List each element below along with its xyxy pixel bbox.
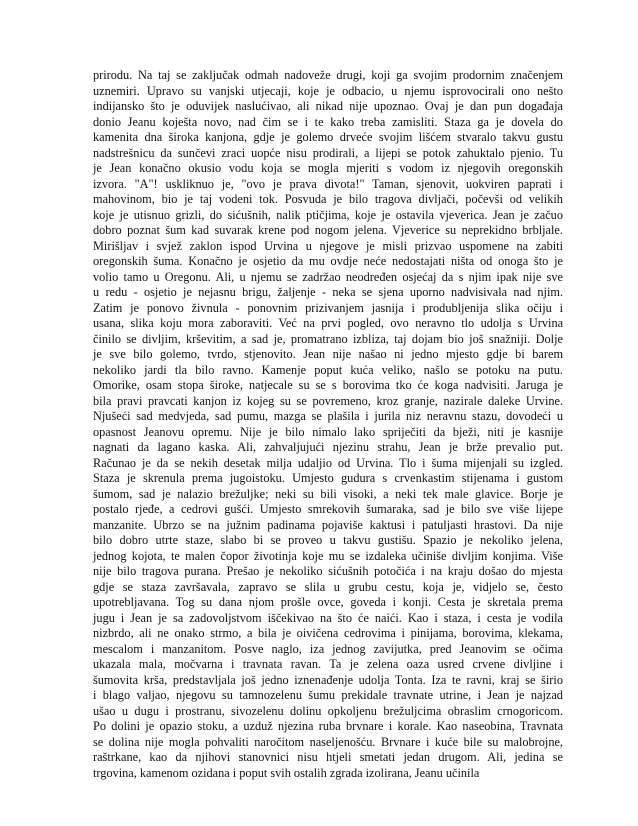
text-line: bilo dobro utrte staze, slabo bi se proveo u takvu gustišu. Spazio je nekoliko jelena, [93, 533, 563, 547]
text-line: šumom, sad je nalazio brežuljke; neki su bili visoki, a neki tek male glavice. Borje je [93, 486, 563, 501]
text-line: Računao je da se nekih desetak milja udaljio od Urvina. Tlo i šuma mijenjali su izgled. [93, 455, 564, 470]
text-line: je Jean konačno okusio vodu koja se mogla mjeriti s vodom iz njegovih oregonskih [93, 161, 563, 175]
text-line: u redu - osjetio je nejasnu brigu, žaljenje - neka se sjena uporno nadvisivala nad njim. [93, 285, 564, 299]
text-line: mescalom i manzanitom. Posve naglo, iza jednog zavijutka, pred Jeanovim se očima [93, 641, 563, 656]
text-line: Po dolini je opazio stoku, a uzduž njezina ruba brvnare i korale. Kao naseobina, Travnata [93, 719, 564, 733]
text-line: gdje se staza završavala, zapravo se slila u grubu cestu, koja je, vidjelo se, često [93, 579, 563, 594]
text-line: ukazala mala, močvarna i travnata ravan. Ta je zelena oaza usred crvene divljine i [93, 657, 563, 671]
text-line: i blago valjao, njegovu su tamnozelenu šumu prekidale travnate utrine, i Jean je najzad [93, 688, 563, 702]
text-line: uznemiri. Upravo su vanjski utjecaji, koje je odbacio, u njemu isprovocirali ono nešto [93, 83, 563, 98]
text-line: nije bilo tragova purana. Prešao je nekoliko sićušnih potočića i na kraju došao do mjesta [93, 564, 564, 578]
text-line: Zatim je ponovo živnula - ponovnim prizivanjem jasnija i produbljenija slika očiju i [93, 300, 563, 315]
text-line: raštrkane, kao da njihovi stanovnici nisu htjeli smetati jedan drugom. Ali, jedina se [93, 750, 563, 764]
text-line: nizbrdo, ali ne onako strmo, a bila je oivičena cedrovima i pinijama, borovima, klekama, [93, 626, 563, 640]
text-line: činilo se divljim, krševitim, a sad je, promatrano izbliza, taj dojam bio još snažniji. Dolje [93, 331, 563, 346]
text-line: nagnati da lagano kaska. Ali, zahvaljujući njezinu strahu, Jean je brže prevalio put. [93, 440, 564, 454]
text-line: nadstrešnicu da sunčevi zraci uopće nisu prodirali, a lijepi se potok zahuktalo pjenio. Tu [93, 145, 564, 160]
text-line: postalo rjeđe, a cedrovi gušći. Umjesto smrekovih šumaraka, sad je bilo sve više lijepe [93, 502, 563, 516]
text-line: usana, slika koju mora zaboraviti. Već na prvi pogled, ovo neravno tlo udolja s Urvina [93, 316, 564, 330]
text-line: dobro poznat šum kad suvarak krene pod nogom jelena. Vjeverice su neprekidno brbljale. [93, 223, 563, 237]
text-line: indijansko što je oduvijek naslućivao, ali nikad nije upoznao. Ovaj je dan pun događaja [93, 99, 563, 113]
text-line: Staza je skrenula prema jugoistoku. Umjesto gudura s crvenkastim stijenama i gustom [93, 471, 564, 485]
text-line: nekoliko jardi tla bilo ravno. Kamenje poput kuća veliko, našlo se potoku na putu. [93, 362, 563, 377]
text-line: mahovinom, bio je taj vodeni tok. Posvuda je bilo tragova divljači, počevši od velikih [93, 192, 563, 206]
text-line: je sve bilo golemo, tvrdo, stjenovito. Jean nije našao ni jedno mjesto gdje bi barem [93, 347, 564, 361]
text-line: opasnost Jeanovu opremu. Nije je bilo nimalo lako spriječiti da bježi, niti je kasnije [93, 424, 563, 439]
text-line: donio Jeanu koješta novo, nad čim se i te kako treba zamisliti. Staza ga je dovela do [93, 114, 563, 129]
text-line: ušao u dugu i prostranu, sivozelenu dolinu opkoljenu brežuljcima obraslim crnogoricom. [93, 703, 564, 718]
text-line: Njušeći sad medvjeda, sad pumu, mazga se plašila i jurila niz neravnu stazu, dovodeći u [93, 409, 564, 423]
body-text [93, 68, 563, 781]
text-line: manzanite. Ubrzo se na južnim padinama pojaviše kaktusi i patuljasti hrastovi. Da nije [93, 517, 564, 532]
text-line: Omorike, osam stopa široke, natjecale su se s borovima tko će koga nadvisiti. Jaruga je [93, 378, 564, 392]
text-line: trgovina, kamenom ozidana i poput svih ostalih zgrada izolirana, Jeanu učinila [93, 765, 480, 780]
text-line: bila pravi pravcati kanjon iz kojeg su se povremeno, kroz granje, nazirale daleke Urvine. [93, 393, 564, 408]
text-line: prirodu. Na taj se zaključak odmah nadoveže drugi, koji ga svojim prodornim značenjem [93, 68, 563, 82]
text-line: jugu i Jean je sa zadovoljstvom iščekivao na što će naići. Kao i staza, i cesta je vodila [93, 610, 563, 625]
text-line: šumovita krša, predstavljala još jedno iznenađenje udolja Tonta. Iza te ravni, kraj se širio [93, 672, 563, 687]
text-line: izvora. "A"! uskliknuo je, "ovo je prava divota!" Taman, sjenovit, uokviren paprati i [93, 176, 563, 191]
text-line: kamenita dna široka kanjona, gdje je golemo drveće svojim lišćem stvaralo takvu gustu [93, 130, 564, 144]
text-line: se dolina nije mogla pohvaliti naročitom naseljenošću. Brvnare i kuće bile su malobrojne, [93, 734, 564, 749]
text-line: oregonskih šuma. Konačno je osjetio da mu ovdje neće nedostajati ništa od onoga što je [93, 254, 563, 268]
text-line: jednog kojota, te malen čopor životinja koje mu se izdaleka učiniše divljim konjima. Više [93, 548, 563, 563]
text-line: Mirišljav i svjež zaklon ispod Urvina u njegove je misli prizvao uspomene na zabiti [93, 238, 564, 253]
text-line: upotrebljavana. Tog su dana njom prošle ovce, goveda i konji. Cesta je skretala prema [93, 595, 563, 609]
text-line: volio tamo u Oregonu. Ali, u njemu se zadržao neodređen osjećaj da s njim ipak nije sve [93, 269, 563, 284]
text-line: koje je utisnuo grizli, do sićušnih, nalik ptičjima, koje je ostavila vjeverica. Jean je začuo [93, 207, 563, 222]
